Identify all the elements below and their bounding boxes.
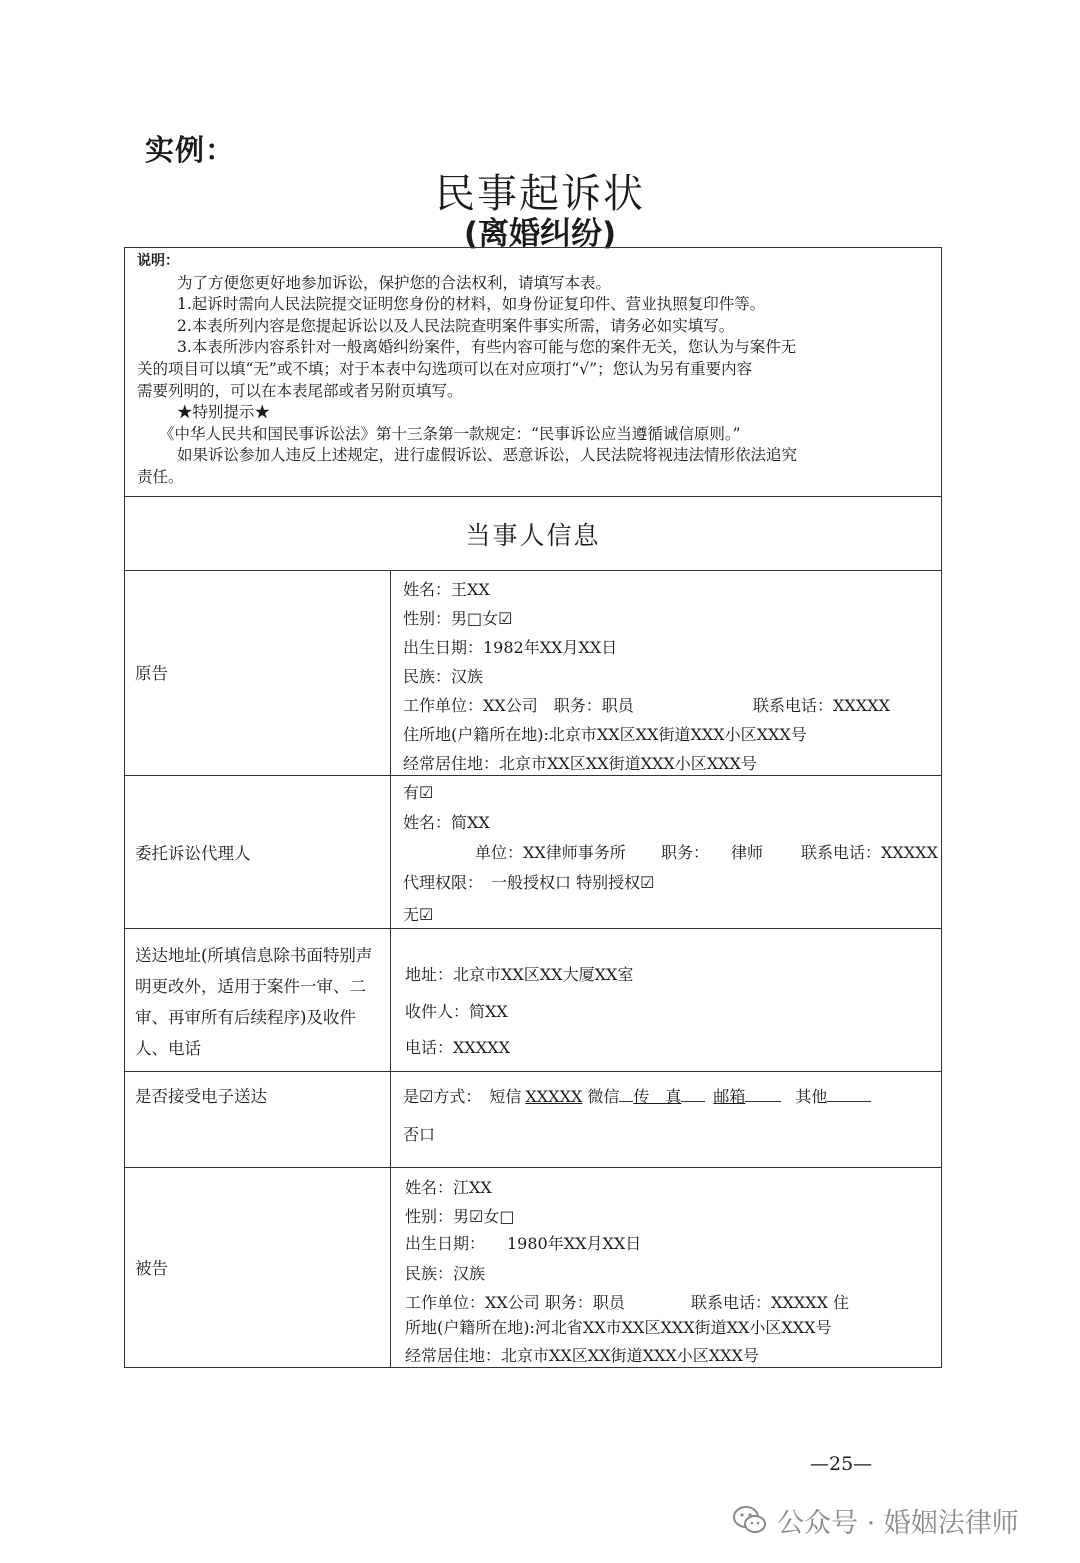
instruction-line: 为了方便您更好地参加诉讼，保护您的合法权利，请填写本表。 — [177, 273, 612, 292]
agent-position-label: 职务： — [661, 843, 710, 862]
wechat-icon — [733, 1505, 767, 1535]
agent-label: 委托诉讼代理人 — [135, 844, 251, 863]
email-option: 邮箱 — [713, 1087, 746, 1106]
agent-row — [125, 776, 941, 929]
service-label: 送达地址(所填信息除书面特别声明更改外，适用于案件一审、二审、再审所有后续程序)及收件人、电话 — [135, 946, 373, 1058]
service-label-cell — [125, 929, 391, 1071]
defendant-name: 姓名：江XX — [405, 1178, 492, 1197]
agent-position-value: 律师 — [731, 843, 764, 862]
defendant-info-cell — [391, 1168, 941, 1367]
instructions-block — [125, 248, 941, 497]
electronic-label-cell — [125, 1072, 391, 1167]
electronic-yes: 是☑方式： — [403, 1087, 474, 1106]
document-title: 民事起诉状 — [435, 171, 645, 217]
electronic-service-row — [125, 1072, 941, 1168]
complaint-form — [124, 247, 942, 1368]
fax-option: 传 真 — [633, 1087, 682, 1106]
plaintiff-domicile: 住所地(户籍所在地):北京市XX区XX街道XXX小区XXX号 — [403, 725, 807, 744]
page-number: —25— — [810, 1453, 873, 1475]
instruction-line: 1.起诉时需向人民法院提交证明您身份的材料，如身份证复印件、营业执照复印件等。 — [177, 295, 766, 314]
service-address-row — [125, 929, 941, 1072]
example-label: 实例： — [145, 133, 236, 167]
defendant-phone: 联系电话：XXXXX 住 — [691, 1293, 850, 1312]
plaintiff-phone: 联系电话：XXXXX — [753, 696, 890, 715]
section-title: 当事人信息 — [125, 497, 941, 571]
electronic-no: 否口 — [403, 1125, 436, 1144]
plaintiff-row — [125, 571, 941, 776]
agent-name: 姓名：简XX — [403, 813, 490, 832]
plaintiff-work-unit: 工作单位：XX公司 职务：职员 — [403, 696, 634, 715]
plaintiff-ethnicity: 民族：汉族 — [403, 667, 484, 686]
plaintiff-name: 姓名：王XX — [403, 580, 490, 599]
instruction-line: 《中华人民共和国民事诉讼法》第十三条第一款规定：“民事诉讼应当遵循诚信原则。” — [159, 424, 741, 443]
electronic-options — [403, 1084, 871, 1107]
other-option: 其他 — [795, 1087, 828, 1106]
wechat-option: 微信 — [587, 1087, 620, 1106]
instruction-line: 需要列明的，可以在本表尾部或者另附页填写。 — [137, 381, 463, 400]
defendant-row — [125, 1168, 941, 1367]
special-notice-heading: ★特别提示★ — [177, 403, 271, 422]
defendant-gender: 性别：男☑女□ — [405, 1207, 515, 1226]
defendant-ethnicity: 民族：汉族 — [405, 1264, 486, 1283]
agent-label-cell — [125, 776, 391, 928]
agent-info-cell — [391, 776, 941, 928]
electronic-label: 是否接受电子送达 — [135, 1087, 267, 1106]
defendant-birth-date: 1980年XX月XX日 — [507, 1234, 642, 1253]
instruction-line: 如果诉讼参加人违反上述规定，进行虚假诉讼、恶意诉讼，人民法院将视违法情形依法追究 — [177, 446, 798, 465]
defendant-label-cell — [125, 1168, 391, 1367]
document-subtitle: (离婚纠纷) — [463, 216, 617, 252]
service-info-cell — [391, 929, 941, 1071]
instruction-line: 3.本表所涉内容系针对一般离婚纠纷案件，有些内容可能与您的案件无关，您认为与案件无 — [177, 338, 797, 357]
defendant-domicile: 所地(户籍所在地):河北省XX市XX区XXX街道XX小区XXX号 — [405, 1318, 832, 1337]
defendant-residence: 经常居住地：北京市XX区XX街道XXX小区XXX号 — [405, 1346, 759, 1365]
instruction-line: 2.本表所列内容是您提起诉讼以及人民法院查明案件事实所需，请务必如实填写。 — [177, 316, 735, 335]
plaintiff-label-cell — [125, 571, 391, 775]
sms-value: XXXXX — [525, 1087, 583, 1106]
plaintiff-info-cell — [391, 571, 941, 775]
service-phone: 电话：XXXXX — [405, 1038, 510, 1057]
service-address: 地址：北京市XX区XX大厦XX室 — [405, 965, 634, 984]
agent-authority: 代理权限： 一般授权口 特别授权☑ — [403, 873, 655, 892]
instructions-label: 说明： — [137, 253, 179, 269]
defendant-birth-label: 出生日期： — [405, 1234, 486, 1253]
instruction-line: 关的项目可以填“无”或不填；对于本表中勾选项可以在对应项打“√”；您认为另有重要内容 — [137, 359, 753, 378]
plaintiff-label: 原告 — [135, 664, 168, 683]
agent-has: 有☑ — [403, 783, 434, 802]
agent-none: 无☑ — [403, 905, 434, 924]
service-recipient: 收件人：简XX — [405, 1002, 508, 1021]
watermark — [733, 1500, 1019, 1540]
instruction-line: 责任。 — [137, 467, 184, 486]
watermark-text: 公众号 · 婚姻法律师 — [777, 1507, 1019, 1539]
plaintiff-residence: 经常居住地：北京市XX区XX街道XXX小区XXX号 — [403, 754, 757, 773]
defendant-work-unit: 工作单位：XX公司 职务：职员 — [405, 1293, 625, 1312]
agent-phone: 联系电话：XXXXX — [801, 843, 938, 862]
defendant-label: 被告 — [135, 1259, 168, 1278]
sms-option: 短信 — [489, 1087, 522, 1106]
agent-unit: 单位：XX律师事务所 — [475, 843, 626, 862]
plaintiff-birth-date: 出生日期：1982年XX月XX日 — [403, 638, 618, 657]
plaintiff-gender: 性别：男□女☑ — [403, 609, 513, 628]
electronic-info-cell — [391, 1072, 941, 1167]
